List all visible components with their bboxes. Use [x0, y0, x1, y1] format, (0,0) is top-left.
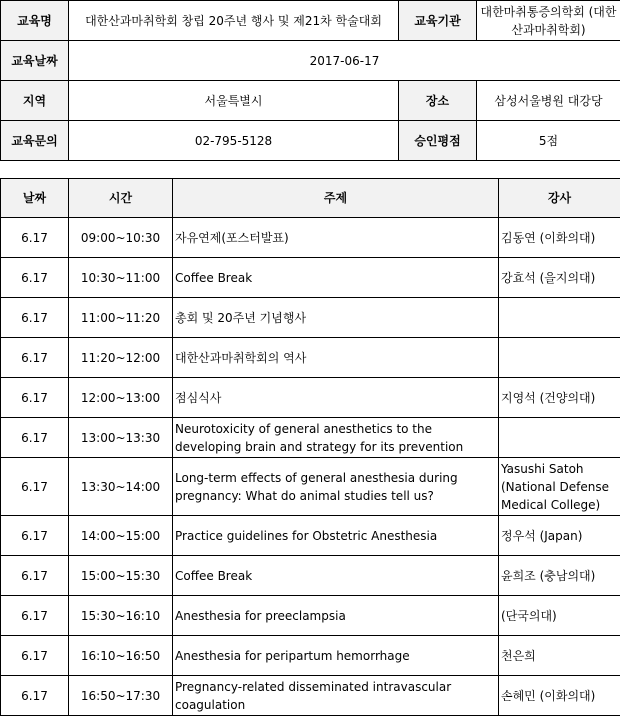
table-row [1, 378, 620, 418]
row-topic: Long-term effects of general anesthesia during pregnancy: What do animal studies tell us? [173, 458, 499, 516]
row-topic: 대한산과마취학회의 역사 [173, 338, 499, 378]
row-time: 13:30~14:00 [69, 458, 173, 516]
table-row [1, 636, 620, 676]
institution-value: 대한마취통증의학회 (대한산과마취학회) [477, 1, 620, 41]
header-time: 시간 [69, 179, 173, 218]
row-topic: Coffee Break [173, 258, 499, 298]
row-time: 11:00~11:20 [69, 298, 173, 338]
row-time: 16:50~17:30 [69, 676, 173, 716]
row-speaker: 정우석 (Japan) [499, 516, 620, 556]
row-speaker: 윤희조 (충남의대) [499, 556, 620, 596]
table-row [1, 596, 620, 636]
table-row [1, 516, 620, 556]
row-date: 6.17 [1, 418, 69, 458]
row-time: 14:00~15:00 [69, 516, 173, 556]
row-date: 6.17 [1, 218, 69, 258]
inquiry-value: 02-795-5128 [69, 121, 399, 161]
row-time: 10:30~11:00 [69, 258, 173, 298]
header-date: 날짜 [1, 179, 69, 218]
row-date: 6.17 [1, 556, 69, 596]
row-time: 13:00~13:30 [69, 418, 173, 458]
header-topic: 주제 [173, 179, 499, 218]
info-row-date [1, 41, 620, 81]
row-speaker: 김동연 (이화의대) [499, 218, 620, 258]
row-speaker [499, 418, 620, 458]
table-row [1, 556, 620, 596]
row-speaker: 천은희 [499, 636, 620, 676]
venue-value: 삼성서울병원 대강당 [477, 81, 620, 121]
row-topic: Practice guidelines for Obstetric Anesthesia [173, 516, 499, 556]
row-topic: 점심식사 [173, 378, 499, 418]
row-date: 6.17 [1, 596, 69, 636]
schedule-table [0, 178, 620, 716]
venue-label: 장소 [399, 81, 477, 121]
row-time: 15:30~16:10 [69, 596, 173, 636]
header-speaker: 강사 [499, 179, 620, 218]
date-value: 2017-06-17 [69, 41, 620, 81]
row-date: 6.17 [1, 636, 69, 676]
row-date: 6.17 [1, 378, 69, 418]
table-row [1, 218, 620, 258]
inquiry-label: 교육문의 [1, 121, 69, 161]
row-time: 16:10~16:50 [69, 636, 173, 676]
row-topic: Neurotoxicity of general anesthetics to the developing brain and strategy for its prevention [173, 418, 499, 458]
table-row [1, 258, 620, 298]
row-topic: Pregnancy-related disseminated intravascular coagulation [173, 676, 499, 716]
row-speaker: 강효석 (을지의대) [499, 258, 620, 298]
row-time: 15:00~15:30 [69, 556, 173, 596]
row-time: 09:00~10:30 [69, 218, 173, 258]
table-row [1, 298, 620, 338]
course-name-label: 교육명 [1, 1, 69, 41]
row-topic: Anesthesia for peripartum hemorrhage [173, 636, 499, 676]
row-speaker: (단국의대) [499, 596, 620, 636]
schedule-header-row [1, 179, 620, 218]
table-row [1, 458, 620, 516]
row-speaker: 손혜민 (이화의대) [499, 676, 620, 716]
row-topic: 자유연제(포스터발표) [173, 218, 499, 258]
row-speaker: Yasushi Satoh (National Defense Medical College) [499, 458, 620, 516]
info-row-course [1, 1, 620, 41]
info-row-region [1, 81, 620, 121]
row-speaker [499, 298, 620, 338]
table-row [1, 676, 620, 716]
row-speaker: 지영석 (건양의대) [499, 378, 620, 418]
date-label: 교육날짜 [1, 41, 69, 81]
table-row [1, 338, 620, 378]
institution-label: 교육기관 [399, 1, 477, 41]
credit-label: 승인평점 [399, 121, 477, 161]
table-row [1, 418, 620, 458]
region-value: 서울특별시 [69, 81, 399, 121]
course-info-table [0, 0, 620, 161]
row-topic: 총회 및 20주년 기념행사 [173, 298, 499, 338]
row-time: 11:20~12:00 [69, 338, 173, 378]
row-date: 6.17 [1, 298, 69, 338]
course-name-value: 대한산과마취학회 창립 20주년 행사 및 제21차 학술대회 [69, 1, 399, 41]
region-label: 지역 [1, 81, 69, 121]
row-speaker [499, 338, 620, 378]
row-date: 6.17 [1, 338, 69, 378]
row-date: 6.17 [1, 676, 69, 716]
info-row-inquiry [1, 121, 620, 161]
row-date: 6.17 [1, 458, 69, 516]
row-topic: Anesthesia for preeclampsia [173, 596, 499, 636]
row-date: 6.17 [1, 516, 69, 556]
credit-value: 5점 [477, 121, 620, 161]
row-date: 6.17 [1, 258, 69, 298]
row-time: 12:00~13:00 [69, 378, 173, 418]
row-topic: Coffee Break [173, 556, 499, 596]
